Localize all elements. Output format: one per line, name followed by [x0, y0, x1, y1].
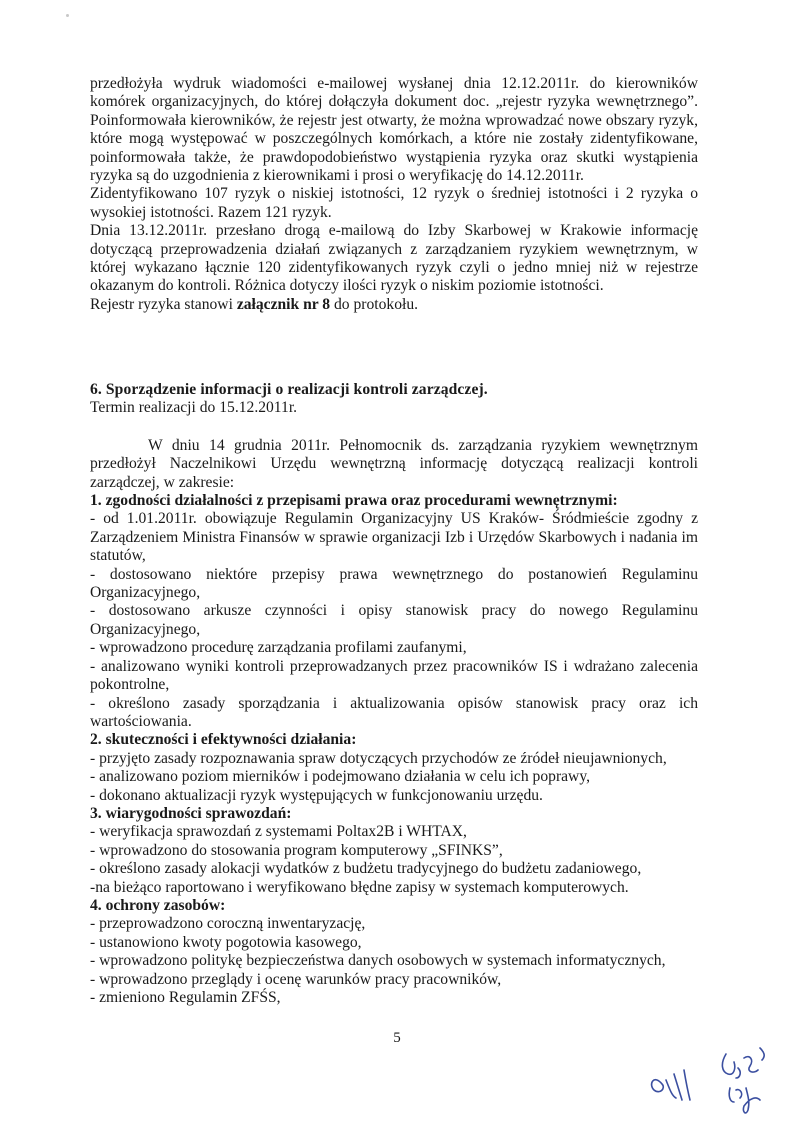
- list-item: - dostosowano arkusze czynności i opisy stanowisk pracy do nowego Regulaminu Organizacyjnego,: [90, 602, 698, 638]
- paragraph-risk-count: Zidentyfikowano 107 ryzyk o niskiej istotności, 12 ryzyk o średniej istotności i 2 ryzyka o wysokiej istotności. Razem 121 ryzyk.: [90, 185, 698, 221]
- list-item: - wprowadzono do stosowania program komputerowy „SFINKS”,: [90, 841, 503, 859]
- attachment-reference: załącznik nr 8: [236, 295, 331, 313]
- initials-mark-2: [722, 1048, 764, 1078]
- list-item: - przeprowadzono coroczną inwentaryzację,: [90, 915, 366, 933]
- section-5-continuation: [90, 75, 698, 314]
- list-item: - wprowadzono politykę bezpieczeństwa danych osobowych w systemach informatycznych,: [90, 952, 666, 970]
- section-6-intro: W dniu 14 grudnia 2011r. Pełnomocnik ds. zarządzania ryzykiem wewnętrznym przedłożył Naczelnikowi Urzędu wewnętrzną informację dotyczącą realizacji kontroli zarządczej, w zakresie:: [90, 436, 698, 491]
- list-item: -na bieżąco raportowano i weryfikowano błędne zapisy w systemach komputerowych.: [90, 878, 629, 896]
- group-1: [90, 492, 698, 731]
- list-item: - dokonano aktualizacji ryzyk występujących w funkcjonowaniu urzędu.: [90, 786, 543, 804]
- attachment-text-pre: Rejestr ryzyka stanowi: [90, 295, 237, 313]
- scan-speck: [66, 14, 69, 17]
- group-4: [90, 897, 698, 1007]
- initials-mark-1: [652, 1070, 690, 1100]
- list-item: - analizowano wyniki kontroli przeprowadzanych przez pracowników IS i wdrażano zalecenia pokontrolne,: [90, 657, 698, 694]
- list-item: - wprowadzono przeglądy i ocenę warunków pracy pracowników,: [90, 970, 502, 988]
- group-heading: 2. skuteczności i efektywności działania:: [90, 731, 357, 749]
- group-2: [90, 731, 698, 805]
- list-item: - przyjęto zasady rozpoznawania spraw dotyczących przychodów ze źródeł nieujawnionych,: [90, 749, 667, 767]
- list-item: - określono zasady sporządzania i aktualizowania opisów stanowisk pracy oraz ich wartościowania.: [90, 694, 698, 730]
- section-6-deadline: Termin realizacji do 15.12.2011r.: [90, 399, 298, 417]
- page-number: 5: [393, 1030, 401, 1046]
- group-heading: 1. zgodności działalności z przepisami prawa oraz procedurami wewnętrznymi:: [90, 492, 618, 510]
- section-6: [90, 381, 698, 1007]
- list-item: - weryfikacja sprawozdań z systemami Poltax2B i WHTAX,: [90, 823, 467, 841]
- list-item: - od 1.01.2011r. obowiązuje Regulamin Organizacyjny US Kraków- Śródmieście zgodny z Zarządzeniem Ministra Finansów w sprawie organizacji Izb i Urzędów Skarbowych i nadania im statutów,: [90, 510, 698, 565]
- group-heading: 3. wiarygodności sprawozdań:: [90, 804, 292, 822]
- list-item: - dostosowano niektóre przepisy prawa wewnętrznego do postanowień Regulaminu Organizacyjnego,: [90, 565, 698, 602]
- attachment-text-post: do protokołu.: [330, 295, 419, 313]
- handwritten-initials: [640, 1040, 780, 1120]
- initials-mark-3: [729, 1088, 760, 1113]
- paragraph-email-register: przedłożyła wydruk wiadomości e-mailowej wysłanej dnia 12.12.2011r. do kierowników komórek organizacyjnych, do której dołączyła dokument doc. „rejestr ryzyka wewnętrznego”. Poinformowała kierowników, że rejestr jest otwarty, że można wprowadzać nowe obszary ryzyk, które mogą występować w poszczególnych komórkach, a które nie zostały zidentyfikowane, poinformowała także, że prawdopodobieństwo wystąpienia ryzyka oraz skutki wystąpienia ryzyka są do uzgodnienia z kierownikami i prosi o weryfikację do 14.12.2011r.: [90, 75, 698, 185]
- list-item: - określono zasady alokacji wydatków z budżetu tradycyjnego do budżetu zadaniowego,: [90, 860, 642, 878]
- group-3: [90, 805, 698, 897]
- list-item: - ustanowiono kwoty pogotowia kasowego,: [90, 933, 362, 951]
- list-item: - zmieniono Regulamin ZFŚS,: [90, 989, 281, 1006]
- list-item: - wprowadzono procedurę zarządzania profilami zaufanymi,: [90, 639, 467, 657]
- list-item: - analizowano poziom mierników i podejmowano działania w celu ich poprawy,: [90, 768, 590, 786]
- section-6-heading: 6. Sporządzenie informacji o realizacji kontroli zarządczej.: [90, 381, 488, 398]
- paragraph-email-izba: Dnia 13.12.2011r. przesłano drogą e-mailową do Izby Skarbowej w Krakowie informację dotyczącą przeprowadzenia działań związanych z zarządzaniem ryzykiem wewnętrznym, w której wykazano łącznie 120 zidentyfikowanych ryzyk czyli o jedno mniej niż w rejestrze okazanym do kontroli. Różnica dotyczy ilości ryzyk o niskim poziomie istotności.: [90, 222, 698, 295]
- group-heading: 4. ochrony zasobów:: [90, 896, 226, 914]
- paragraph-attachment: [90, 296, 698, 314]
